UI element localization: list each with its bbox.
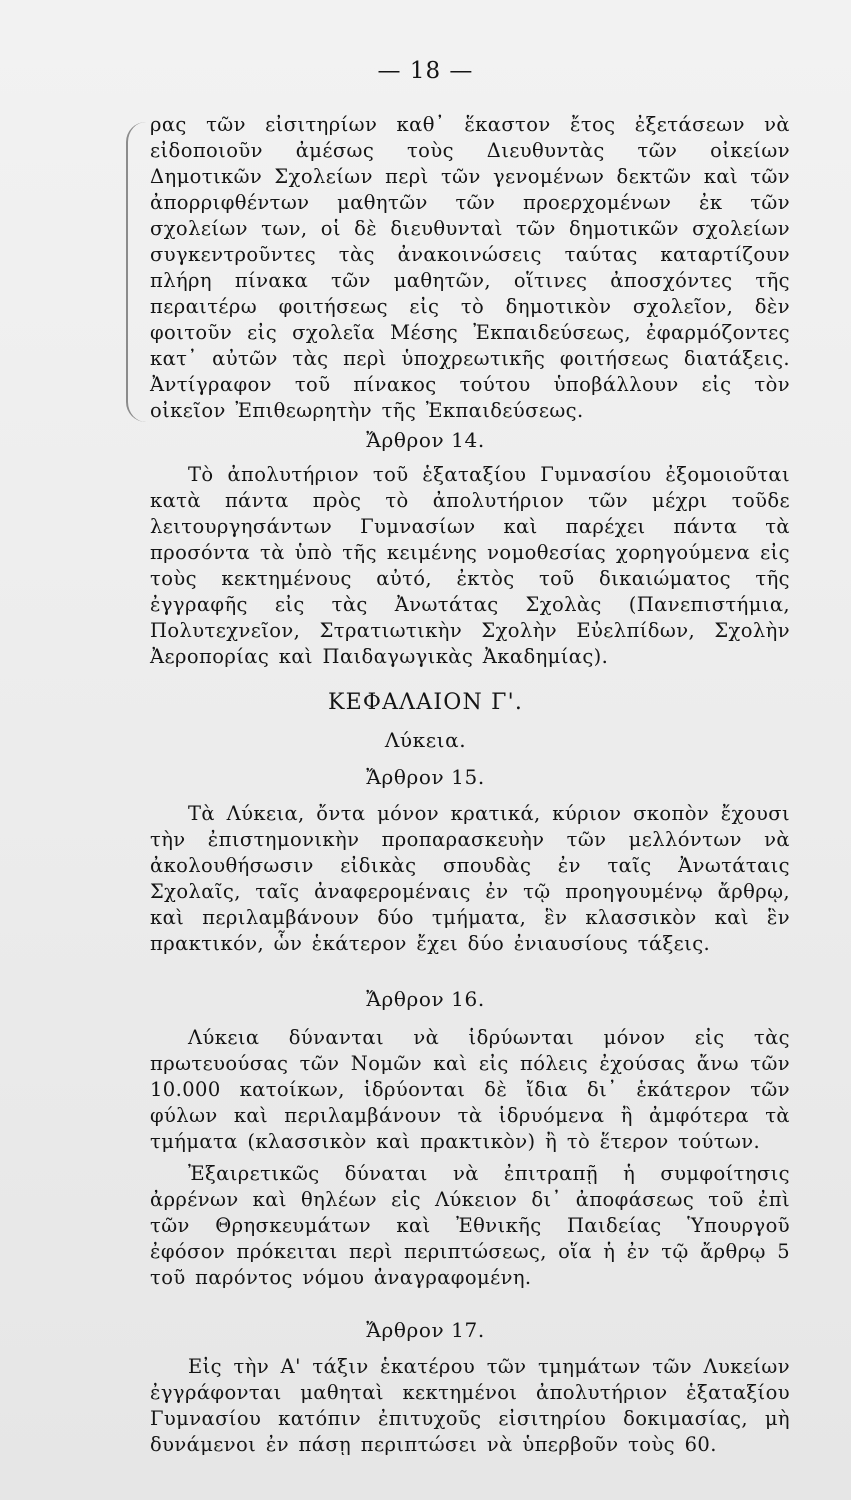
article-16-text-2: Ἐξαιρετικῶς δύναται νὰ ἐπιτραπῇ ἡ συμφοίτησις ἀρρένων καὶ θηλέων εἰς Λύκειον δι᾽ ἀποφάσεως τοῦ ἐπὶ τῶν Θρησκευμάτων καὶ Ἐθνικῆς Παιδείας Ὑπουργοῦ ἐφόσον πρόκειται περὶ περιπτώσεως, οἵα ἡ ἐν τῷ ἄρθρῳ 5 τοῦ παρόντος νόμου ἀναγραφομένη. bbox=[150, 1161, 790, 1289]
chapter-title: ΚΕΦΑΛΑΙΟΝ Γ'. bbox=[327, 690, 524, 715]
page-number: — 18 — bbox=[377, 58, 474, 84]
article-16-heading: Ἄρθρον 16. bbox=[366, 987, 485, 1011]
intro-paragraph: ρας τῶν εἰσιτηρίων καθ᾽ ἕκαστον ἔτος ἐξετάσεων νὰ εἰδοποιοῦν ἀμέσως τοὺς Διευθυντὰς τῶν οἰκείων Δημοτικῶν Σχολείων περὶ τῶν γενομένων δεκτῶν καὶ τῶν ἀπορριφθέντων μαθητῶν τῶν προερχομένων ἐκ τῶν σχολείων των, οἱ δὲ διευθυνταὶ τῶν δημοτικῶν σχολείων συγκεντροῦντες τὰς ἀνακοινώσεις ταύτας καταρτίζουν πλήρη πίνακα τῶν μαθητῶν, οἵτινες ἀποσχόντες τῆς περαιτέρω φοιτήσεως εἰς τὸ δημοτικὸν σχολεῖον, δὲν φοιτοῦν εἰς σχολεῖα Μέσης Ἐκπαιδεύσεως, ἐφαρμόζοντες κατ᾽ αὐτῶν τὰς περὶ ὑποχρεωτικῆς φοιτήσεως διατάξεις. Ἀντίγραφον τοῦ πίνακος τούτου ὑποβάλλουν εἰς τὸν οἰκεῖον Ἐπιθεωρητὴν τῆς Ἐκπαιδεύσεως. bbox=[150, 112, 790, 422]
article-14-heading: Ἄρθρον 14. bbox=[366, 428, 485, 452]
chapter-subtitle: Λύκεια. bbox=[384, 728, 467, 752]
article-16-text-1: Λύκεια δύνανται νὰ ἱδρύωνται μόνον εἰς τὰς πρωτευούσας τῶν Νομῶν καὶ εἰς πόλεις ἐχούσας ἄνω τῶν 10.000 κατοίκων, ἱδρύονται δὲ ἴδια δι᾽ ἑκάτερον τῶν φύλων καὶ περιλαμβάνουν τὰ ἱδρυόμενα ἢ ἀμφότερα τὰ τμήματα (κλασσικὸν καὶ πρακτικὸν) ἢ τὸ ἕτερον τούτων. bbox=[150, 1025, 790, 1153]
article-14-text: Τὸ ἀπολυτήριον τοῦ ἑξαταξίου Γυμνασίου ἐξομοιοῦται κατὰ πάντα πρὸς τὸ ἀπολυτήριον τῶν μέχρι τοῦδε λειτουργησάντων Γυμνασίων καὶ παρέχει πάντα τὰ προσόντα τὰ ὑπὸ τῆς κειμένης νομοθεσίας χορηγούμενα εἰς τοὺς κεκτημένους αὐτό, ἐκτὸς τοῦ δικαιώματος τῆς ἐγγραφῆς εἰς τὰς Ἀνωτάτας Σχολὰς (Πανεπιστήμια, Πολυτεχνεῖον, Στρατιωτικὴν Σχολὴν Εὐελπίδων, Σχολὴν Ἀεροπορίας καὶ Παιδαγωγικὰς Ἀκαδημίας). bbox=[150, 462, 790, 668]
article-15-heading: Ἄρθρον 15. bbox=[366, 765, 485, 789]
article-17-text: Εἰς τὴν Α' τάξιν ἑκατέρου τῶν τμημάτων τῶν Λυκείων ἐγγράφονται μαθηταὶ κεκτημένοι ἀπολυτήριον ἑξαταξίου Γυμνασίου κατόπιν ἐπιτυχοῦς εἰσιτηρίου δοκιμασίας, μὴ δυνάμενοι ἐν πάσῃ περιπτώσει νὰ ὑπερβοῦν τοὺς 60. bbox=[150, 1354, 790, 1456]
margin-bracket-mark bbox=[126, 122, 152, 422]
article-15-text: Τὰ Λύκεια, ὄντα μόνον κρατικά, κύριον σκοπὸν ἔχουσι τὴν ἐπιστημονικὴν προπαρασκευὴν τῶν μελλόντων νὰ ἀκολουθήσωσιν εἰδικὰς σπουδὰς ἐν ταῖς Ἀνωτάταις Σχολαῖς, ταῖς ἀναφερομέναις ἐν τῷ προηγουμένῳ ἄρθρῳ, καὶ περιλαμβάνουν δύο τμήματα, ἓν κλασσικὸν καὶ ἓν πρακτικόν, ὧν ἑκάτερον ἔχει δύο ἐνιαυσίους τάξεις. bbox=[150, 801, 790, 955]
article-17-heading: Ἄρθρον 17. bbox=[366, 1318, 485, 1342]
